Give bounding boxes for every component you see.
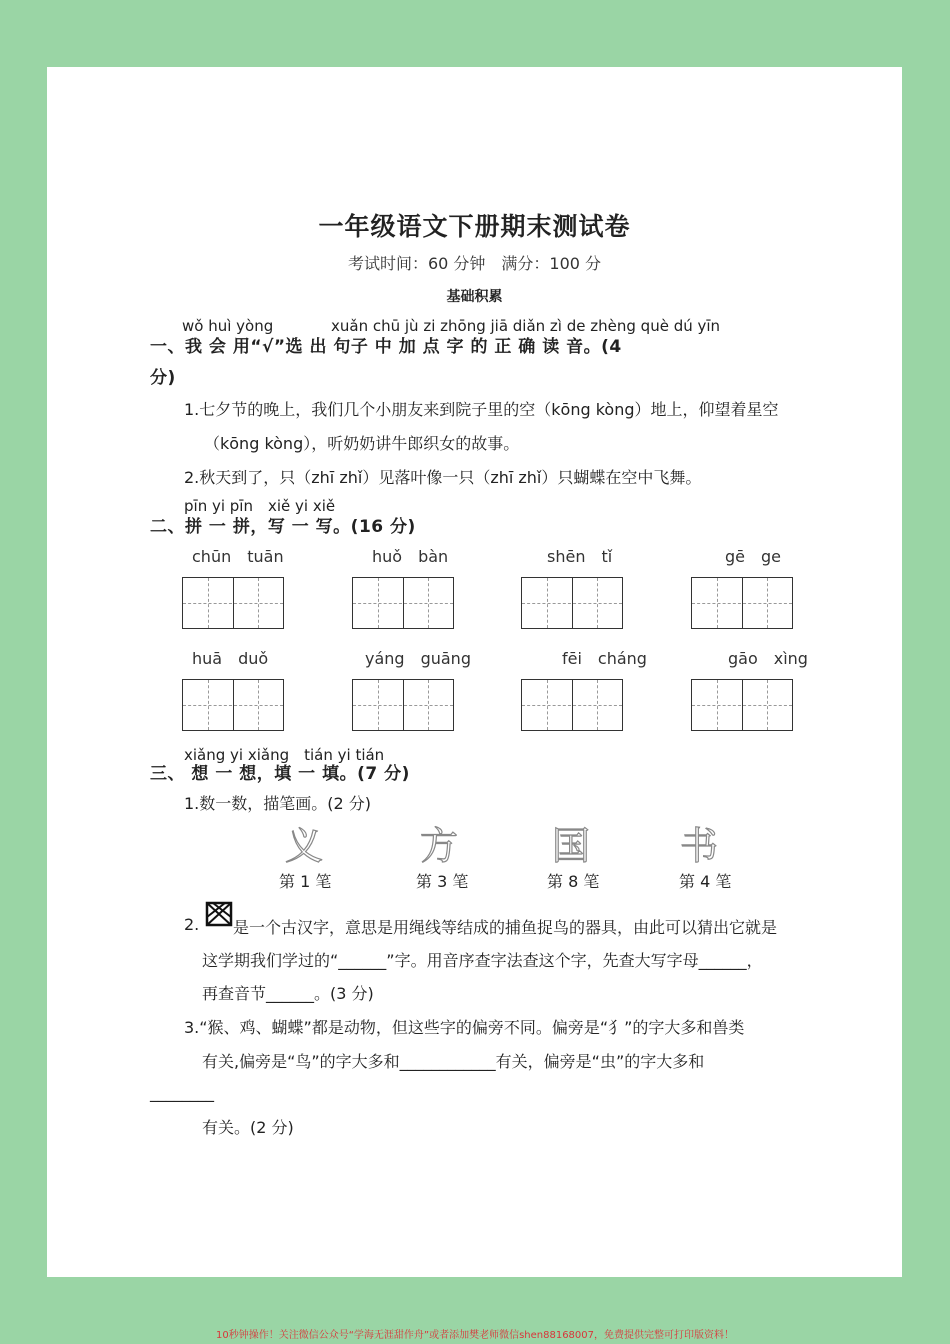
stroke-label: 第 4 笔 bbox=[679, 872, 732, 891]
q1-pinyin-a: wǒ huì yòng bbox=[182, 317, 274, 335]
box-pinyin: gāo xìng bbox=[728, 649, 808, 668]
q3-part3-line2: 有关,偏旁是“鸟”的字大多和____________有关，偏旁是“虫”的字大多和 bbox=[202, 1052, 705, 1071]
stroke-label: 第 3 笔 bbox=[416, 872, 469, 891]
exam-meta: 考试时间：60 分钟 满分：100 分 bbox=[347, 254, 602, 273]
writing-box[interactable] bbox=[521, 679, 623, 731]
q2-pinyin: pīn yi pīn xiě yi xiě bbox=[184, 497, 336, 515]
net-ancient-character-icon bbox=[205, 901, 233, 927]
section-label: 基础积累 bbox=[446, 289, 503, 305]
box-pinyin: huǒ bàn bbox=[372, 547, 449, 566]
q1-heading: 一、我 会 用“√”选 出 句子 中 加 点 字 的 正 确 读 音。(4 bbox=[150, 337, 622, 357]
box-pinyin: chūn tuān bbox=[192, 547, 284, 566]
q3-pinyin: xiǎng yi xiǎng tián yi tián bbox=[184, 746, 385, 764]
trace-character: 方 bbox=[420, 824, 459, 868]
promo-footer: 10秒钟操作！关注微信公众号“学海无涯甜作舟”或者添加樊老师微信shen88168007，免费提供完整可打印版资料！ bbox=[215, 1330, 735, 1341]
writing-box[interactable] bbox=[691, 679, 793, 731]
q2-heading: 二、拼 一 拼，写 一 写。(16 分) bbox=[150, 517, 416, 537]
q1-sentence-1-line1: 1.七夕节的晚上，我们几个小朋友来到院子里的空（kōng kòng）地上，仰望着星空 bbox=[184, 400, 779, 419]
box-pinyin: fēi cháng bbox=[562, 649, 647, 668]
box-pinyin: shēn tǐ bbox=[547, 547, 613, 566]
writing-box[interactable] bbox=[521, 577, 623, 629]
box-pinyin: huā duǒ bbox=[192, 649, 269, 668]
box-pinyin: gē ge bbox=[725, 547, 782, 566]
q1-pinyin-b: xuǎn chū jù zi zhōng jiā diǎn zì de zhèng què dú yīn bbox=[331, 317, 721, 335]
q3-part2-number: 2. bbox=[184, 915, 200, 934]
q1-heading-cont: 分) bbox=[150, 368, 176, 388]
writing-box[interactable] bbox=[352, 577, 454, 629]
q3-part2-line1: 是一个古汉字，意思是用绳线等结成的捕鱼捉鸟的器具，由此可以猜出它就是 bbox=[233, 918, 778, 937]
box-pinyin: yáng guāng bbox=[365, 649, 471, 668]
writing-box[interactable] bbox=[352, 679, 454, 731]
q3-part3-line4: 有关。(2 分) bbox=[202, 1118, 294, 1137]
q3-part1: 1.数一数，描笔画。(2 分) bbox=[184, 794, 372, 813]
writing-box[interactable] bbox=[182, 577, 284, 629]
q3-part3-line1: 3.“猴、鸡、蝴蝶”都是动物，但这些字的偏旁不同。偏旁是“犭”的字大多和兽类 bbox=[184, 1018, 745, 1037]
writing-box[interactable] bbox=[182, 679, 284, 731]
trace-character: 书 bbox=[680, 824, 719, 868]
page-title: 一年级语文下册期末测试卷 bbox=[318, 212, 631, 241]
writing-box[interactable] bbox=[691, 577, 793, 629]
q1-sentence-1-line2: （kōng kòng），听奶奶讲牛郎织女的故事。 bbox=[204, 434, 520, 453]
q3-heading: 三、 想 一 想，填 一 填。(7 分) bbox=[150, 764, 410, 784]
trace-character: 国 bbox=[552, 824, 591, 868]
stroke-label: 第 8 笔 bbox=[547, 872, 600, 891]
exam-paper bbox=[47, 67, 902, 1277]
q3-part2-line3: 再查音节______。(3 分) bbox=[202, 984, 374, 1003]
trace-character: 义 bbox=[285, 824, 324, 868]
q1-sentence-2: 2.秋天到了，只（zhī zhǐ）见落叶像一只（zhī zhǐ）只蝴蝶在空中飞舞。 bbox=[184, 468, 702, 487]
q3-part2-line2: 这学期我们学过的“______”字。用音序查字法查这个字，先查大写字母______， bbox=[202, 951, 763, 970]
q3-part3-line3: ________ bbox=[150, 1083, 214, 1102]
stroke-label: 第 1 笔 bbox=[279, 872, 332, 891]
